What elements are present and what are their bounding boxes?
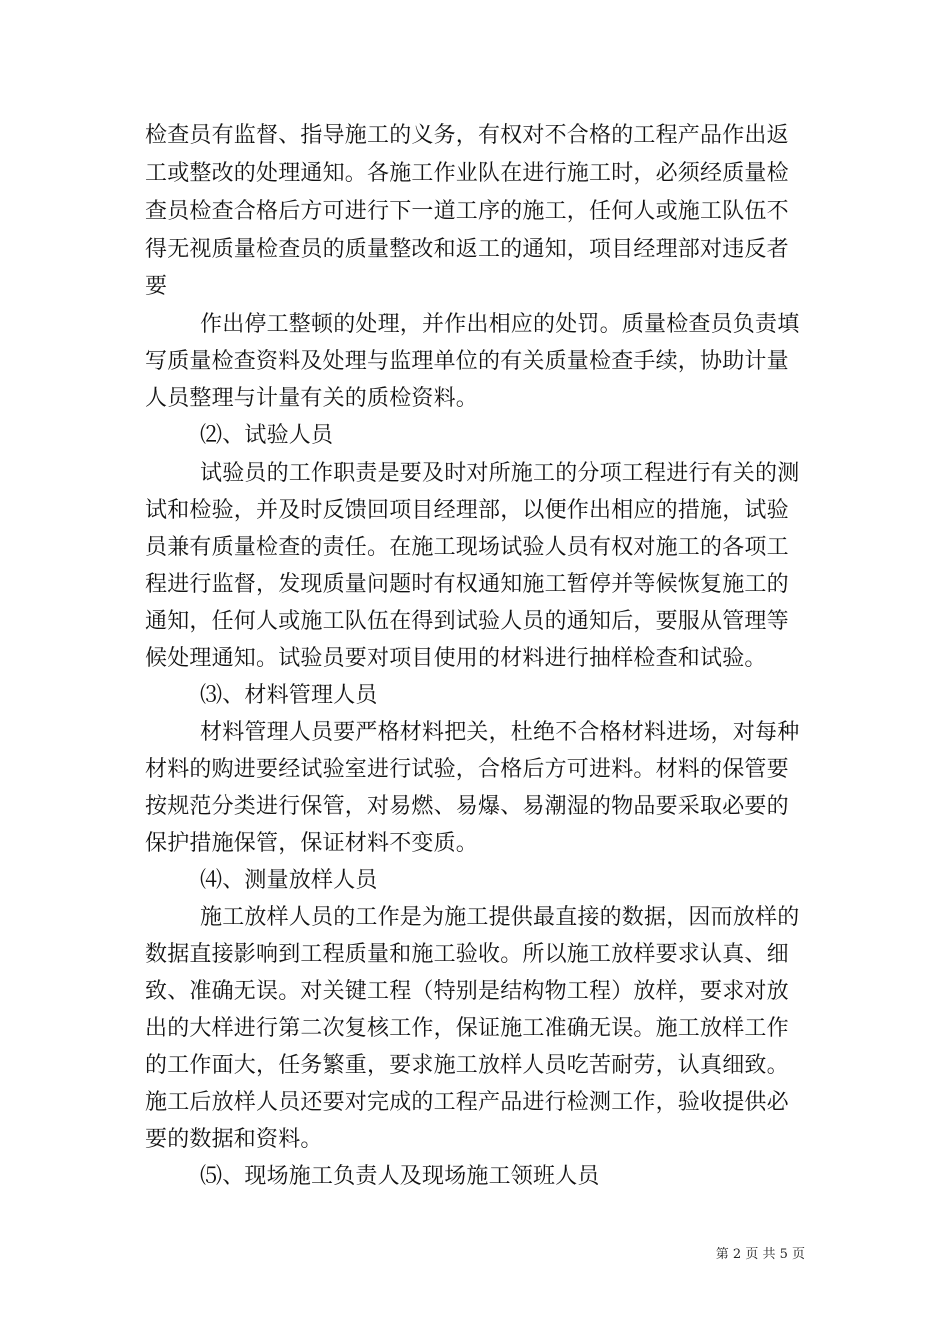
paragraph-line: 程进行监督，发现质量问题时有权通知施工暂停并等候恢复施工的	[145, 572, 789, 597]
paragraph-line: 试和检验，并及时反馈回项目经理部，以便作出相应的措施，试验	[145, 498, 789, 523]
paragraph-line: 材料管理人员要严格材料把关，杜绝不合格材料进场，对每种	[200, 720, 800, 745]
paragraph-line: 按规范分类进行保管，对易燃、易爆、易潮湿的物品要采取必要的	[145, 794, 789, 819]
paragraph-line: 检查员有监督、指导施工的义务，有权对不合格的工程产品作出返	[145, 123, 789, 148]
paragraph-line: 施工后放样人员还要对完成的工程产品进行检测工作，验收提供必	[145, 1090, 789, 1115]
paragraph-line: 候处理通知。试验员要对项目使用的材料进行抽样检查和试验。	[145, 646, 767, 671]
paragraph-line: 通知，任何人或施工队伍在得到试验人员的通知后，要服从管理等	[145, 609, 789, 634]
paragraph-line: 人员整理与计量有关的质检资料。	[145, 386, 479, 411]
paragraph-line: 要的数据和资料。	[145, 1127, 323, 1152]
paragraph-line: 保护措施保管，保证材料不变质。	[145, 831, 479, 856]
paragraph-line: 工或整改的处理通知。各施工作业队在进行施工时，必须经质量检	[145, 161, 789, 186]
section-heading-survey-staff: ⑷、测量放样人员	[200, 868, 378, 893]
page-number-footer: 第 2 页 共 5 页	[715, 1247, 805, 1262]
paragraph-line: 试验员的工作职责是要及时对所施工的分项工程进行有关的测	[200, 461, 800, 486]
paragraph-line: 要	[145, 274, 168, 299]
paragraph-line: 致、准确无误。对关键工程（特别是结构物工程）放样，要求对放	[145, 979, 789, 1004]
section-heading-testing-staff: ⑵、试验人员	[200, 423, 334, 448]
paragraph-line: 数据直接影响到工程质量和施工验收。所以施工放样要求认真、细	[145, 942, 789, 967]
paragraph-line: 员兼有质量检查的责任。在施工现场试验人员有权对施工的各项工	[145, 535, 789, 560]
paragraph-line: 材料的购进要经试验室进行试验，合格后方可进料。材料的保管要	[145, 757, 789, 782]
paragraph-line: 查员检查合格后方可进行下一道工序的施工，任何人或施工队伍不	[145, 199, 789, 224]
paragraph-line: 出的大样进行第二次复核工作，保证施工准确无误。施工放样工作	[145, 1016, 789, 1041]
paragraph-line: 得无视质量检查员的质量整改和返工的通知，项目经理部对违反者	[145, 237, 789, 262]
section-heading-material-staff: ⑶、材料管理人员	[200, 683, 378, 708]
paragraph-line: 写质量检查资料及处理与监理单位的有关质量检查手续，协助计量	[145, 349, 789, 374]
section-heading-site-leaders: ⑸、现场施工负责人及现场施工领班人员	[200, 1164, 600, 1189]
paragraph-line: 作出停工整顿的处理，并作出相应的处罚。质量检查员负责填	[200, 312, 800, 337]
paragraph-line: 施工放样人员的工作是为施工提供最直接的数据，因而放样的	[200, 905, 800, 930]
paragraph-line: 的工作面大，任务繁重，要求施工放样人员吃苦耐劳，认真细致。	[145, 1053, 789, 1078]
